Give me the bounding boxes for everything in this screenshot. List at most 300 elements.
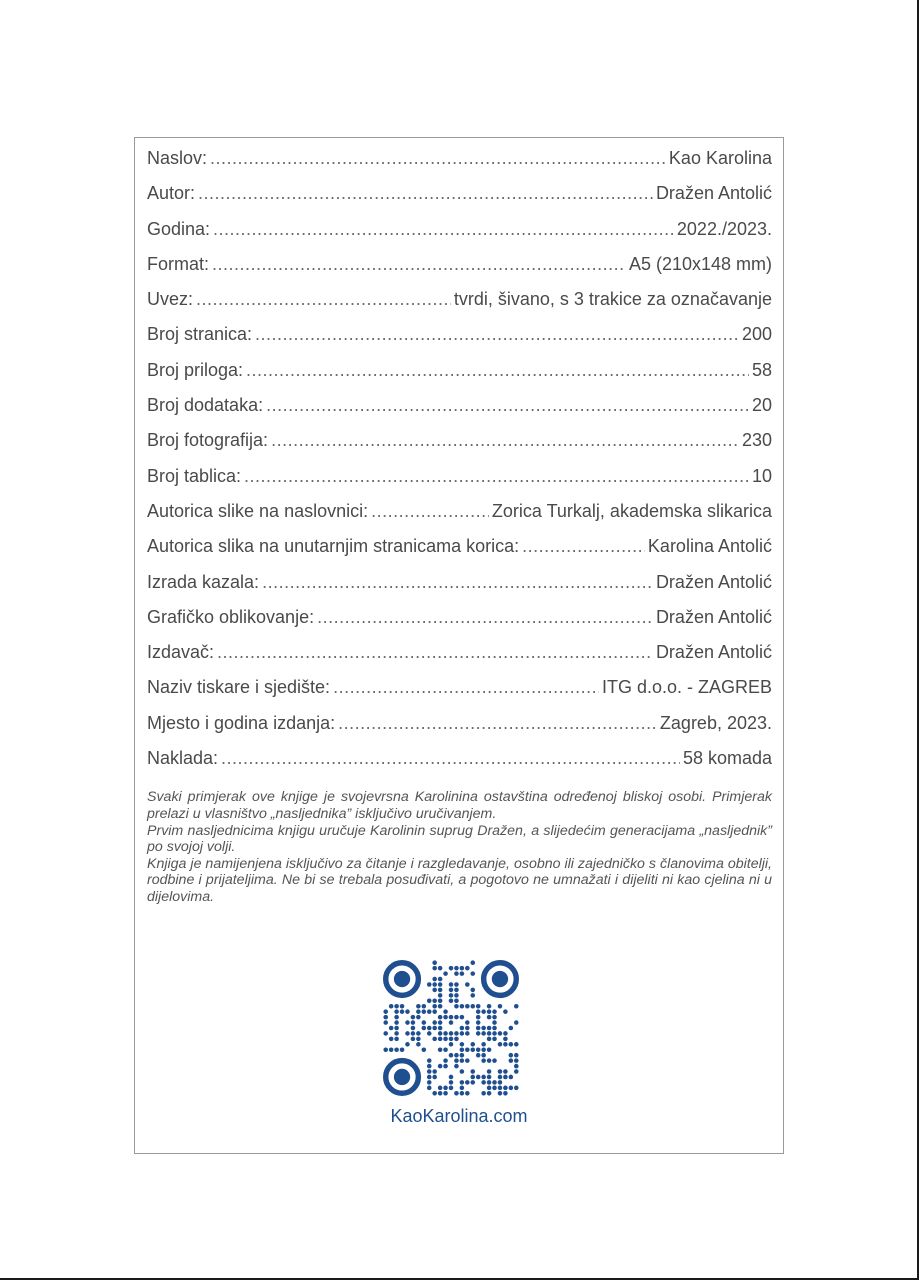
qr-module bbox=[454, 999, 459, 1004]
qr-module bbox=[427, 1058, 432, 1063]
qr-module bbox=[487, 1015, 492, 1020]
qr-module bbox=[503, 1075, 508, 1080]
leader-dots bbox=[266, 395, 749, 416]
row-cover-artist bbox=[147, 501, 772, 536]
qr-module bbox=[460, 1053, 465, 1058]
qr-module bbox=[394, 1026, 399, 1031]
qr-module bbox=[454, 1037, 459, 1042]
qr-module bbox=[438, 1026, 443, 1031]
qr-module bbox=[394, 1020, 399, 1025]
qr-module bbox=[465, 1080, 470, 1085]
qr-module bbox=[470, 971, 475, 976]
qr-module bbox=[454, 1004, 459, 1009]
qr-module bbox=[432, 1020, 437, 1025]
qr-module bbox=[503, 1069, 508, 1074]
qr-module bbox=[449, 988, 454, 993]
qr-module bbox=[443, 1064, 448, 1069]
legal-note bbox=[147, 789, 772, 905]
row-value: 230 bbox=[741, 430, 772, 451]
qr-module bbox=[454, 1058, 459, 1063]
qr-module bbox=[405, 1020, 410, 1025]
row-label: Godina: bbox=[147, 218, 211, 239]
qr-module bbox=[389, 1026, 394, 1031]
qr-module bbox=[394, 1009, 399, 1014]
qr-module bbox=[487, 1031, 492, 1036]
qr-module bbox=[460, 966, 465, 971]
qr-module bbox=[465, 1058, 470, 1063]
qr-module bbox=[427, 1075, 432, 1080]
qr-module bbox=[449, 1080, 454, 1085]
leader-dots bbox=[196, 289, 451, 310]
row-value: 20 bbox=[751, 395, 772, 416]
qr-module bbox=[422, 1020, 427, 1025]
qr-module bbox=[509, 1053, 514, 1058]
qr-module bbox=[481, 1080, 486, 1085]
qr-module bbox=[438, 1037, 443, 1042]
qr-module bbox=[416, 1031, 421, 1036]
qr-module bbox=[514, 1020, 519, 1025]
leader-dots bbox=[371, 501, 489, 522]
qr-module bbox=[481, 1091, 486, 1096]
row-tables bbox=[147, 466, 772, 501]
qr-module bbox=[481, 1047, 486, 1052]
qr-module bbox=[411, 1026, 416, 1031]
leader-dots bbox=[522, 536, 645, 557]
qr-module bbox=[454, 988, 459, 993]
qr-module bbox=[449, 1020, 454, 1025]
row-attachments bbox=[147, 360, 772, 395]
qr-module bbox=[443, 1037, 448, 1042]
leader-dots bbox=[262, 572, 653, 593]
qr-module bbox=[476, 1026, 481, 1031]
qr-module bbox=[383, 1009, 388, 1014]
qr-module bbox=[509, 1086, 514, 1091]
qr-module bbox=[383, 1015, 388, 1020]
qr-module bbox=[432, 1069, 437, 1074]
qr-module bbox=[422, 1026, 427, 1031]
qr-module bbox=[514, 1053, 519, 1058]
qr-module bbox=[427, 1069, 432, 1074]
qr-module bbox=[432, 960, 437, 965]
qr-module bbox=[432, 1091, 437, 1096]
qr-module bbox=[492, 1058, 497, 1063]
qr-module bbox=[400, 1047, 405, 1052]
qr-module bbox=[470, 993, 475, 998]
qr-module bbox=[438, 966, 443, 971]
row-appendices bbox=[147, 395, 772, 430]
qr-module bbox=[443, 1047, 448, 1052]
row-index bbox=[147, 572, 772, 607]
leader-dots bbox=[255, 324, 739, 345]
qr-module bbox=[394, 1047, 399, 1052]
row-label: Izdavač: bbox=[147, 642, 215, 663]
row-place-year bbox=[147, 713, 772, 748]
qr-module bbox=[427, 999, 432, 1004]
qr-module bbox=[411, 1037, 416, 1042]
qr-module bbox=[460, 971, 465, 976]
leader-dots bbox=[246, 360, 749, 381]
row-value: 2022./2023. bbox=[676, 218, 772, 239]
leader-dots bbox=[338, 713, 657, 734]
row-label: Format: bbox=[147, 253, 210, 274]
qr-module bbox=[454, 966, 459, 971]
qr-module bbox=[487, 1004, 492, 1009]
qr-module bbox=[498, 1086, 503, 1091]
row-pages bbox=[147, 324, 772, 359]
qr-module bbox=[438, 1086, 443, 1091]
qr-module bbox=[503, 1042, 508, 1047]
qr-finder-dot bbox=[394, 971, 410, 987]
qr-module bbox=[460, 1042, 465, 1047]
row-author bbox=[147, 183, 772, 218]
qr-module bbox=[449, 1042, 454, 1047]
qr-module bbox=[498, 1031, 503, 1036]
qr-module bbox=[465, 1020, 470, 1025]
qr-module bbox=[454, 993, 459, 998]
qr-module bbox=[454, 971, 459, 976]
qr-module bbox=[383, 1020, 388, 1025]
row-label: Grafičko oblikovanje: bbox=[147, 606, 315, 627]
row-value: Zagreb, 2023. bbox=[659, 712, 772, 733]
qr-module bbox=[411, 1020, 416, 1025]
row-value: Zorica Turkalj, akademska slikarica bbox=[491, 500, 772, 521]
qr-module bbox=[443, 1086, 448, 1091]
row-label: Autorica slika na unutarnjim stranicama korica: bbox=[147, 536, 520, 557]
qr-module bbox=[492, 1086, 497, 1091]
qr-module bbox=[460, 1080, 465, 1085]
qr-module bbox=[394, 1037, 399, 1042]
qr-module bbox=[449, 999, 454, 1004]
row-print-run bbox=[147, 748, 772, 783]
qr-module bbox=[492, 1026, 497, 1031]
qr-module bbox=[389, 1004, 394, 1009]
qr-module bbox=[460, 1047, 465, 1052]
qr-module bbox=[492, 1020, 497, 1025]
qr-module bbox=[498, 1042, 503, 1047]
qr-module bbox=[509, 1075, 514, 1080]
qr-module bbox=[481, 1075, 486, 1080]
row-design bbox=[147, 607, 772, 642]
qr-module bbox=[492, 1080, 497, 1085]
qr-module bbox=[438, 1015, 443, 1020]
qr-module bbox=[503, 1037, 508, 1042]
note-paragraph: Svaki primjerak ove knjige je svojevrsna Karolinina ostavština određenoj bliskoj osobi. Primjerak prelazi u vlasništvo „nasljednika” isključivo uručivanjem. bbox=[147, 789, 772, 822]
qr-module bbox=[416, 1004, 421, 1009]
row-publisher bbox=[147, 642, 772, 677]
row-photos bbox=[147, 430, 772, 465]
qr-module bbox=[509, 1058, 514, 1063]
qr-module bbox=[465, 1047, 470, 1052]
row-format bbox=[147, 254, 772, 289]
qr-module bbox=[449, 1037, 454, 1042]
qr-module bbox=[454, 1091, 459, 1096]
qr-module bbox=[438, 1064, 443, 1069]
qr-module bbox=[481, 1053, 486, 1058]
qr-module bbox=[487, 1069, 492, 1074]
row-value: 10 bbox=[751, 465, 772, 486]
note-paragraph: Prvim nasljednicima knjigu uručuje Karolinin suprug Dražen, a slijedećim generacijama „nasljednik” po svojoj volji. bbox=[147, 822, 772, 856]
qr-module bbox=[503, 1091, 508, 1096]
qr-module bbox=[470, 960, 475, 965]
qr-module bbox=[487, 1047, 492, 1052]
leader-dots bbox=[317, 607, 653, 628]
qr-module bbox=[476, 1020, 481, 1025]
row-value: 58 bbox=[751, 359, 772, 380]
qr-module bbox=[460, 1015, 465, 1020]
qr-module bbox=[503, 1086, 508, 1091]
qr-module bbox=[503, 1031, 508, 1036]
qr-module bbox=[460, 1086, 465, 1091]
qr-module bbox=[454, 1015, 459, 1020]
qr-module bbox=[422, 1047, 427, 1052]
qr-module bbox=[438, 1091, 443, 1096]
qr-module bbox=[438, 1020, 443, 1025]
qr-module bbox=[422, 1009, 427, 1014]
qr-module bbox=[427, 1009, 432, 1014]
qr-module bbox=[465, 966, 470, 971]
qr-module bbox=[476, 1015, 481, 1020]
qr-module bbox=[476, 1009, 481, 1014]
qr-module bbox=[438, 977, 443, 982]
qr-module bbox=[514, 1064, 519, 1069]
qr-module bbox=[465, 982, 470, 987]
qr-module bbox=[454, 1064, 459, 1069]
row-title bbox=[147, 148, 772, 183]
qr-module bbox=[427, 1064, 432, 1069]
qr-module bbox=[498, 1069, 503, 1074]
qr-module bbox=[411, 1031, 416, 1036]
qr-module bbox=[470, 1004, 475, 1009]
qr-module bbox=[449, 993, 454, 998]
qr-module bbox=[465, 1004, 470, 1009]
qr-module bbox=[383, 1047, 388, 1052]
qr-module bbox=[438, 1004, 443, 1009]
row-value: Dražen Antolić bbox=[655, 571, 772, 592]
qr-module bbox=[422, 1004, 427, 1009]
qr-module bbox=[400, 1004, 405, 1009]
qr-module bbox=[394, 1004, 399, 1009]
qr-module bbox=[449, 1086, 454, 1091]
qr-module bbox=[438, 993, 443, 998]
qr-module bbox=[389, 1047, 394, 1052]
qr-module bbox=[427, 1080, 432, 1085]
qr-module bbox=[509, 1042, 514, 1047]
row-binding bbox=[147, 289, 772, 324]
qr-module bbox=[449, 1015, 454, 1020]
qr-module bbox=[460, 1058, 465, 1063]
row-label: Izrada kazala: bbox=[147, 571, 260, 592]
qr-module bbox=[416, 1015, 421, 1020]
colophon-rows bbox=[147, 148, 772, 783]
qr-module bbox=[487, 1075, 492, 1080]
qr-module bbox=[465, 1026, 470, 1031]
leader-dots bbox=[271, 430, 739, 451]
qr-module bbox=[460, 1004, 465, 1009]
note-paragraph: Knjiga je namijenjena isključivo za čitanje i razgledavanje, osobno ili zajedničko s članovima obitelji, rodbine i prijateljima. Ne bi se trebala posuđivati, a pogotovo ne umnažati i dijeliti ni kao cjelina ni u dijelovima. bbox=[147, 855, 772, 905]
qr-module bbox=[465, 1031, 470, 1036]
row-label: Broj tablica: bbox=[147, 465, 242, 486]
qr-module bbox=[487, 1009, 492, 1014]
qr-module bbox=[438, 999, 443, 1004]
row-label: Naslov: bbox=[147, 148, 208, 168]
qr-module bbox=[465, 1091, 470, 1096]
qr-module bbox=[427, 1026, 432, 1031]
qr-module bbox=[470, 1042, 475, 1047]
qr-module bbox=[411, 1015, 416, 1020]
row-value: 58 komada bbox=[682, 748, 772, 769]
qr-module bbox=[443, 1031, 448, 1036]
qr-module bbox=[470, 1047, 475, 1052]
qr-module bbox=[449, 1031, 454, 1036]
row-label: Mjesto i godina izdanja: bbox=[147, 712, 336, 733]
qr-module bbox=[492, 1037, 497, 1042]
qr-module bbox=[394, 1015, 399, 1020]
qr-module bbox=[405, 1042, 410, 1047]
qr-module bbox=[498, 1091, 503, 1096]
qr-module bbox=[498, 1075, 503, 1080]
leader-dots bbox=[333, 677, 599, 698]
qr-module bbox=[405, 1031, 410, 1036]
qr-module bbox=[432, 999, 437, 1004]
qr-module bbox=[470, 1075, 475, 1080]
qr-module bbox=[476, 1075, 481, 1080]
qr-module bbox=[449, 1053, 454, 1058]
row-label: Uvez: bbox=[147, 289, 194, 310]
qr-module bbox=[476, 1053, 481, 1058]
row-value: ITG d.o.o. - ZAGREB bbox=[601, 677, 772, 698]
qr-module bbox=[449, 1075, 454, 1080]
colophon-box bbox=[134, 137, 784, 1154]
leader-dots bbox=[244, 466, 749, 487]
qr-module bbox=[443, 1009, 448, 1014]
qr-module bbox=[492, 1015, 497, 1020]
qr-module bbox=[427, 1086, 432, 1091]
qr-module bbox=[432, 1075, 437, 1080]
qr-module bbox=[498, 1004, 503, 1009]
row-year bbox=[147, 219, 772, 254]
qr-module bbox=[427, 1031, 432, 1036]
qr-module bbox=[481, 1026, 486, 1031]
qr-module bbox=[470, 1069, 475, 1074]
qr-module bbox=[487, 1058, 492, 1063]
qr-module bbox=[454, 1031, 459, 1036]
qr-module bbox=[432, 977, 437, 982]
qr-module bbox=[400, 1009, 405, 1014]
qr-module bbox=[449, 966, 454, 971]
qr-module bbox=[460, 1031, 465, 1036]
qr-module bbox=[514, 1058, 519, 1063]
qr-module bbox=[389, 1037, 394, 1042]
qr-module bbox=[498, 1080, 503, 1085]
leader-dots bbox=[213, 219, 674, 240]
qr-module bbox=[438, 988, 443, 993]
row-value: Dražen Antolić bbox=[655, 606, 772, 627]
qr-module bbox=[514, 1086, 519, 1091]
qr-module bbox=[492, 1031, 497, 1036]
qr-module bbox=[443, 1015, 448, 1020]
qr-module bbox=[416, 1042, 421, 1047]
qr-module bbox=[432, 1037, 437, 1042]
row-value: Dražen Antolić bbox=[655, 642, 772, 663]
row-label: Autor: bbox=[147, 183, 196, 204]
qr-module bbox=[514, 1004, 519, 1009]
qr-code-icon bbox=[383, 960, 519, 1096]
qr-module bbox=[432, 982, 437, 987]
qr-module bbox=[443, 1058, 448, 1063]
qr-module bbox=[492, 1009, 497, 1014]
qr-module bbox=[487, 1080, 492, 1085]
row-inner-cover-artist bbox=[147, 536, 772, 571]
row-label: Broj fotografija: bbox=[147, 430, 269, 451]
qr-module bbox=[438, 982, 443, 987]
website-link[interactable]: KaoKarolina.com bbox=[390, 1106, 528, 1126]
qr-module bbox=[416, 1009, 421, 1014]
row-label: Naziv tiskare i sjedište: bbox=[147, 677, 331, 698]
row-value: Kao Karolina bbox=[668, 148, 772, 168]
qr-module bbox=[481, 1042, 486, 1047]
qr-module bbox=[487, 1026, 492, 1031]
qr-module bbox=[449, 982, 454, 987]
qr-module bbox=[432, 988, 437, 993]
qr-module bbox=[481, 1058, 486, 1063]
leader-dots bbox=[221, 748, 680, 769]
qr-finder-dot bbox=[394, 1069, 410, 1085]
qr-code-graphic bbox=[383, 960, 519, 1096]
qr-module bbox=[503, 1009, 508, 1014]
qr-module bbox=[443, 971, 448, 976]
qr-module bbox=[476, 1004, 481, 1009]
leader-dots bbox=[217, 642, 653, 663]
qr-module bbox=[394, 1031, 399, 1036]
qr-module bbox=[432, 1004, 437, 1009]
row-value: Karolina Antolić bbox=[647, 536, 772, 557]
qr-module bbox=[470, 988, 475, 993]
row-value: Dražen Antolić bbox=[655, 183, 772, 204]
qr-module bbox=[432, 966, 437, 971]
qr-module bbox=[476, 1047, 481, 1052]
qr-module bbox=[487, 1091, 492, 1096]
qr-module bbox=[427, 982, 432, 987]
qr-module bbox=[470, 1080, 475, 1085]
row-label: Broj stranica: bbox=[147, 324, 253, 345]
qr-module bbox=[383, 1031, 388, 1036]
qr-module bbox=[405, 1009, 410, 1014]
qr-module bbox=[509, 1026, 514, 1031]
qr-module bbox=[438, 1031, 443, 1036]
row-value: tvrdi, šivano, s 3 trakice za označavanje bbox=[453, 289, 772, 310]
qr-module bbox=[476, 1031, 481, 1036]
row-printer bbox=[147, 677, 772, 712]
row-value: A5 (210x148 mm) bbox=[628, 253, 772, 274]
row-label: Broj priloga: bbox=[147, 359, 244, 380]
qr-module bbox=[432, 1009, 437, 1014]
qr-finder-dot bbox=[492, 971, 508, 987]
row-label: Naklada: bbox=[147, 748, 219, 769]
qr-module bbox=[416, 1037, 421, 1042]
row-label: Broj dodataka: bbox=[147, 395, 264, 416]
qr-module bbox=[460, 1069, 465, 1074]
leader-dots bbox=[198, 183, 653, 204]
qr-module bbox=[481, 1009, 486, 1014]
leader-dots bbox=[212, 254, 626, 275]
qr-module bbox=[460, 1091, 465, 1096]
row-label: Autorica slike na naslovnici: bbox=[147, 500, 369, 521]
qr-module bbox=[460, 1026, 465, 1031]
qr-module bbox=[487, 1037, 492, 1042]
qr-module bbox=[514, 1042, 519, 1047]
qr-module bbox=[481, 1031, 486, 1036]
qr-module bbox=[438, 1047, 443, 1052]
